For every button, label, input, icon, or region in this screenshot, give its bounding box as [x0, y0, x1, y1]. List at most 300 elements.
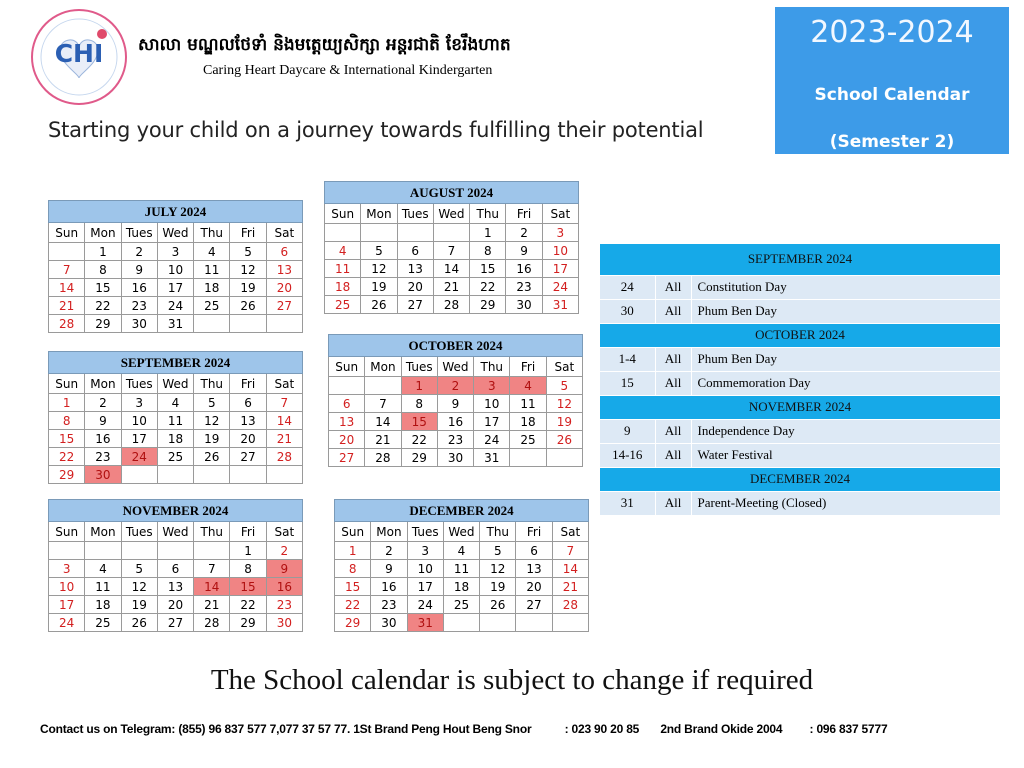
- calendar-day: 3: [542, 224, 578, 242]
- contact-phone-1: : 023 90 20 85: [564, 722, 640, 736]
- calendar-day: [443, 614, 479, 632]
- calendar-day: [546, 449, 582, 467]
- contact-brand-2: 2nd Brand Okide 2004: [660, 722, 783, 736]
- tagline: Starting your child on a journey towards fulfilling their potential: [48, 118, 704, 142]
- holiday-name: Parent-Meeting (Closed): [691, 491, 1000, 515]
- calendar-day: [480, 614, 516, 632]
- calendar-day: 1: [470, 224, 506, 242]
- calendar-day: 13: [157, 578, 193, 596]
- calendar-day: 15: [470, 260, 506, 278]
- calendar-day: 31: [407, 614, 443, 632]
- holiday-audience: All: [655, 299, 691, 323]
- calendar-day: [85, 542, 121, 560]
- holiday-audience: All: [655, 371, 691, 395]
- calendar-day: 13: [329, 413, 365, 431]
- calendar-day: 18: [443, 578, 479, 596]
- calendar-day: 3: [407, 542, 443, 560]
- holiday-name: Independence Day: [691, 419, 1000, 443]
- day-header: Mon: [365, 357, 401, 377]
- calendar-day: 24: [157, 297, 193, 315]
- day-header: Fri: [230, 522, 266, 542]
- calendar-day: 26: [361, 296, 397, 314]
- school-logo: [30, 8, 128, 106]
- calendar-day: [266, 466, 302, 484]
- calendar-day: 22: [335, 596, 371, 614]
- calendar-day: 4: [510, 377, 546, 395]
- calendar-day: 20: [157, 596, 193, 614]
- calendar-day: 6: [230, 394, 266, 412]
- day-header: Tues: [121, 374, 157, 394]
- calendar-day: [157, 542, 193, 560]
- calendar-day: 7: [266, 394, 302, 412]
- calendar-day: 26: [480, 596, 516, 614]
- calendar-day: 7: [433, 242, 469, 260]
- holiday-date: 24: [600, 275, 655, 299]
- calendar-month-title: JULY 2024: [49, 201, 303, 223]
- calendar-day: 25: [157, 448, 193, 466]
- calendar-day: 11: [85, 578, 121, 596]
- calendar-day: 22: [470, 278, 506, 296]
- day-header: Mon: [85, 374, 121, 394]
- calendar-day: 19: [480, 578, 516, 596]
- calendar-day: 10: [474, 395, 510, 413]
- holiday-month-header: OCTOBER 2024: [600, 323, 1000, 347]
- calendar-day: 7: [194, 560, 230, 578]
- calendar-day: 16: [85, 430, 121, 448]
- calendar-day: 22: [230, 596, 266, 614]
- calendar-day: 11: [157, 412, 193, 430]
- day-header: Fri: [230, 374, 266, 394]
- calendar-day: 23: [506, 278, 542, 296]
- calendar-day: 25: [443, 596, 479, 614]
- calendar-day: 31: [157, 315, 193, 333]
- day-header: Thu: [480, 522, 516, 542]
- day-header: Fri: [510, 357, 546, 377]
- calendar-day: 10: [407, 560, 443, 578]
- calendar-day: 3: [474, 377, 510, 395]
- calendar-december: [334, 499, 589, 632]
- calendar-day: 16: [266, 578, 302, 596]
- calendar-day: 25: [510, 431, 546, 449]
- calendar-day: [194, 315, 230, 333]
- calendar-day: 17: [542, 260, 578, 278]
- day-header: Mon: [85, 522, 121, 542]
- day-header: Sun: [329, 357, 365, 377]
- calendar-day: 26: [546, 431, 582, 449]
- calendar-day: 3: [49, 560, 85, 578]
- calendar-day: 20: [230, 430, 266, 448]
- calendar-day: 7: [365, 395, 401, 413]
- calendar-day: 30: [85, 466, 121, 484]
- calendar-day: 31: [474, 449, 510, 467]
- holiday-name: Commemoration Day: [691, 371, 1000, 395]
- day-header: Sun: [335, 522, 371, 542]
- day-header: Wed: [433, 204, 469, 224]
- calendar-day: 29: [335, 614, 371, 632]
- calendar-day: 30: [371, 614, 407, 632]
- calendar-month-title: AUGUST 2024: [325, 182, 579, 204]
- holiday-row: [600, 491, 1000, 515]
- day-header: Fri: [506, 204, 542, 224]
- holiday-date: 1-4: [600, 347, 655, 371]
- calendar-day: 28: [365, 449, 401, 467]
- brand-english-name: Caring Heart Daycare & International Kindergarten: [203, 63, 493, 78]
- calendar-day: 21: [552, 578, 588, 596]
- holiday-row: [600, 419, 1000, 443]
- holiday-month-header: NOVEMBER 2024: [600, 395, 1000, 419]
- calendar-day: 24: [542, 278, 578, 296]
- calendar-day: 14: [552, 560, 588, 578]
- holiday-row: [600, 371, 1000, 395]
- calendar-day: 23: [121, 297, 157, 315]
- calendar-day: 9: [506, 242, 542, 260]
- day-header: Thu: [194, 374, 230, 394]
- calendar-day: 21: [266, 430, 302, 448]
- calendar-day: 10: [157, 261, 193, 279]
- calendar-day: 15: [85, 279, 121, 297]
- calendar-day: 3: [157, 243, 193, 261]
- calendar-day: 28: [266, 448, 302, 466]
- day-header: Mon: [361, 204, 397, 224]
- day-header: Tues: [121, 223, 157, 243]
- calendar-day: 9: [437, 395, 473, 413]
- day-header: Sat: [266, 522, 302, 542]
- calendar-day: 11: [510, 395, 546, 413]
- calendar-day: 14: [433, 260, 469, 278]
- calendar-day: 29: [470, 296, 506, 314]
- calendar-day: 20: [516, 578, 552, 596]
- calendar-day: 17: [474, 413, 510, 431]
- calendar-day: 9: [371, 560, 407, 578]
- holiday-name: Phum Ben Day: [691, 299, 1000, 323]
- holiday-audience: All: [655, 443, 691, 467]
- calendar-day: [194, 466, 230, 484]
- calendar-day: 17: [49, 596, 85, 614]
- calendar-day: 14: [49, 279, 85, 297]
- calendar-day: 10: [49, 578, 85, 596]
- calendar-day: 12: [361, 260, 397, 278]
- day-header: Wed: [437, 357, 473, 377]
- calendar-day: 6: [516, 542, 552, 560]
- calendar-day: 17: [407, 578, 443, 596]
- calendar-day: 6: [329, 395, 365, 413]
- calendar-day: 27: [397, 296, 433, 314]
- calendar-notice: The School calendar is subject to change if required: [210, 664, 814, 696]
- calendar-day: 13: [516, 560, 552, 578]
- calendar-day: 4: [85, 560, 121, 578]
- calendar-day: [157, 466, 193, 484]
- calendar-day: [510, 449, 546, 467]
- holiday-month-header: DECEMBER 2024: [600, 467, 1000, 491]
- calendar-day: 8: [335, 560, 371, 578]
- calendar-day: 28: [552, 596, 588, 614]
- calendar-day: 7: [49, 261, 85, 279]
- calendar-month-title: SEPTEMBER 2024: [49, 352, 303, 374]
- calendar-month-title: OCTOBER 2024: [329, 335, 583, 357]
- calendar-day: [397, 224, 433, 242]
- holiday-name: Water Festival: [691, 443, 1000, 467]
- holiday-audience: All: [655, 419, 691, 443]
- calendar-day: 11: [443, 560, 479, 578]
- calendar-august: [324, 181, 579, 314]
- calendar-day: 29: [230, 614, 266, 632]
- calendar-day: 19: [546, 413, 582, 431]
- calendar-day: 2: [371, 542, 407, 560]
- calendar-november: [48, 499, 303, 632]
- calendar-day: 8: [85, 261, 121, 279]
- calendar-day: 18: [157, 430, 193, 448]
- calendar-day: 30: [437, 449, 473, 467]
- calendar-day: 9: [121, 261, 157, 279]
- day-header: Thu: [474, 357, 510, 377]
- calendar-day: 24: [49, 614, 85, 632]
- day-header: Thu: [470, 204, 506, 224]
- logo-text: CHI: [54, 39, 104, 68]
- holiday-date: 30: [600, 299, 655, 323]
- calendar-day: 13: [266, 261, 302, 279]
- calendar-day: 28: [433, 296, 469, 314]
- calendar-day: 20: [329, 431, 365, 449]
- calendar-day: 23: [85, 448, 121, 466]
- holiday-date: 31: [600, 491, 655, 515]
- calendar-day: [365, 377, 401, 395]
- school-calendar-title: School Calendar: [814, 85, 970, 105]
- calendar-day: 19: [361, 278, 397, 296]
- calendar-day: 8: [470, 242, 506, 260]
- contact-phone-2: : 096 837 5777: [809, 722, 888, 736]
- calendar-day: 29: [401, 449, 437, 467]
- calendar-day: [121, 466, 157, 484]
- calendar-day: 4: [325, 242, 361, 260]
- day-header: Sun: [49, 374, 85, 394]
- brand-khmer-name: សាលា មណ្ឌលថែទាំ និងមត្តេយ្យសិក្សា អន្តរជាតិ ខែរឹងហាត: [138, 35, 511, 55]
- calendar-day: 5: [546, 377, 582, 395]
- holiday-date: 14-16: [600, 443, 655, 467]
- day-header: Sun: [49, 223, 85, 243]
- calendar-day: 29: [85, 315, 121, 333]
- calendar-day: 8: [230, 560, 266, 578]
- calendar-day: 6: [266, 243, 302, 261]
- calendar-day: 16: [437, 413, 473, 431]
- calendar-day: 25: [325, 296, 361, 314]
- calendar-day: 1: [401, 377, 437, 395]
- calendar-day: 24: [121, 448, 157, 466]
- calendar-day: [516, 614, 552, 632]
- day-header: Wed: [157, 223, 193, 243]
- calendar-day: 23: [371, 596, 407, 614]
- calendar-day: 16: [371, 578, 407, 596]
- calendar-day: 15: [49, 430, 85, 448]
- holiday-month-header: SEPTEMBER 2024: [600, 244, 1000, 275]
- calendar-september: [48, 351, 303, 484]
- calendar-day: [194, 542, 230, 560]
- calendar-day: 27: [230, 448, 266, 466]
- day-header: Tues: [401, 357, 437, 377]
- calendar-day: 9: [85, 412, 121, 430]
- calendar-day: 6: [397, 242, 433, 260]
- day-header: Sat: [552, 522, 588, 542]
- calendar-day: 16: [506, 260, 542, 278]
- calendar-day: 4: [443, 542, 479, 560]
- calendar-day: 19: [121, 596, 157, 614]
- calendar-day: 27: [516, 596, 552, 614]
- calendar-day: 25: [85, 614, 121, 632]
- calendar-day: [361, 224, 397, 242]
- calendar-day: 11: [194, 261, 230, 279]
- calendar-day: 21: [194, 596, 230, 614]
- calendar-day: 30: [506, 296, 542, 314]
- day-header: Tues: [407, 522, 443, 542]
- calendar-day: 10: [542, 242, 578, 260]
- day-header: Fri: [516, 522, 552, 542]
- calendar-day: 1: [230, 542, 266, 560]
- holiday-row: [600, 275, 1000, 299]
- calendar-day: [49, 542, 85, 560]
- calendar-day: 28: [194, 614, 230, 632]
- calendar-day: 3: [121, 394, 157, 412]
- calendar-month-title: DECEMBER 2024: [335, 500, 589, 522]
- calendar-day: 15: [401, 413, 437, 431]
- calendar-month-title: NOVEMBER 2024: [49, 500, 303, 522]
- calendar-day: [329, 377, 365, 395]
- day-header: Tues: [121, 522, 157, 542]
- calendar-day: 22: [85, 297, 121, 315]
- calendar-day: 18: [325, 278, 361, 296]
- contact-footer: [40, 722, 887, 736]
- calendar-day: 2: [266, 542, 302, 560]
- day-header: Thu: [194, 522, 230, 542]
- calendar-day: 17: [157, 279, 193, 297]
- day-header: Tues: [397, 204, 433, 224]
- semester-label: (Semester 2): [829, 132, 955, 152]
- calendar-day: 25: [194, 297, 230, 315]
- calendar-day: 14: [266, 412, 302, 430]
- day-header: Thu: [194, 223, 230, 243]
- calendar-day: 12: [121, 578, 157, 596]
- calendar-day: 8: [49, 412, 85, 430]
- contact-telegram: Contact us on Telegram: (855) 96 837 577 7,077 37 57 77. 1St Brand Peng Hout Beng Snor: [40, 722, 532, 736]
- calendar-day: 5: [230, 243, 266, 261]
- calendar-day: 15: [230, 578, 266, 596]
- calendar-day: 31: [542, 296, 578, 314]
- holiday-list: [600, 244, 1000, 516]
- calendar-day: 28: [49, 315, 85, 333]
- day-header: Sun: [325, 204, 361, 224]
- calendar-day: 27: [329, 449, 365, 467]
- calendar-day: 27: [266, 297, 302, 315]
- calendar-day: 26: [230, 297, 266, 315]
- calendar-day: 14: [365, 413, 401, 431]
- calendar-day: 11: [325, 260, 361, 278]
- holiday-audience: All: [655, 347, 691, 371]
- calendar-day: 23: [266, 596, 302, 614]
- calendar-day: 5: [361, 242, 397, 260]
- calendar-day: 2: [85, 394, 121, 412]
- calendar-day: 26: [121, 614, 157, 632]
- calendar-day: [230, 315, 266, 333]
- calendar-day: 20: [266, 279, 302, 297]
- calendar-day: 14: [194, 578, 230, 596]
- holiday-row: [600, 347, 1000, 371]
- calendar-day: 26: [194, 448, 230, 466]
- day-header: Mon: [371, 522, 407, 542]
- calendar-day: [266, 315, 302, 333]
- day-header: Wed: [157, 374, 193, 394]
- calendar-day: [230, 466, 266, 484]
- holiday-date: 9: [600, 419, 655, 443]
- holiday-audience: All: [655, 491, 691, 515]
- day-header: Sat: [266, 223, 302, 243]
- calendar-day: 9: [266, 560, 302, 578]
- calendar-day: 1: [85, 243, 121, 261]
- calendar-day: 12: [480, 560, 516, 578]
- calendar-day: 24: [474, 431, 510, 449]
- calendar-day: 2: [121, 243, 157, 261]
- day-header: Sat: [542, 204, 578, 224]
- calendar-day: 19: [194, 430, 230, 448]
- calendar-day: 20: [397, 278, 433, 296]
- calendar-day: 10: [121, 412, 157, 430]
- calendar-day: [121, 542, 157, 560]
- holiday-name: Constitution Day: [691, 275, 1000, 299]
- calendar-day: 5: [480, 542, 516, 560]
- calendar-day: 5: [194, 394, 230, 412]
- calendar-day: 27: [157, 614, 193, 632]
- holiday-audience: All: [655, 275, 691, 299]
- day-header: Sat: [266, 374, 302, 394]
- school-year-box: [775, 7, 1009, 154]
- calendar-day: 12: [546, 395, 582, 413]
- calendar-day: 4: [194, 243, 230, 261]
- calendar-day: 8: [401, 395, 437, 413]
- calendar-day: 18: [194, 279, 230, 297]
- calendar-day: 30: [121, 315, 157, 333]
- calendar-day: [433, 224, 469, 242]
- calendar-day: 24: [407, 596, 443, 614]
- calendar-day: 22: [49, 448, 85, 466]
- calendar-october: [328, 334, 583, 467]
- day-header: Sun: [49, 522, 85, 542]
- calendar-day: 12: [194, 412, 230, 430]
- day-header: Wed: [443, 522, 479, 542]
- holiday-date: 15: [600, 371, 655, 395]
- calendar-day: 2: [437, 377, 473, 395]
- calendar-day: 1: [335, 542, 371, 560]
- calendar-day: [325, 224, 361, 242]
- calendar-day: 18: [85, 596, 121, 614]
- calendar-day: 30: [266, 614, 302, 632]
- calendar-day: 19: [230, 279, 266, 297]
- calendar-day: 12: [230, 261, 266, 279]
- calendar-day: 7: [552, 542, 588, 560]
- calendar-day: 21: [365, 431, 401, 449]
- calendar-day: 1: [49, 394, 85, 412]
- calendar-day: [49, 243, 85, 261]
- calendar-day: 13: [230, 412, 266, 430]
- day-header: Fri: [230, 223, 266, 243]
- school-year: 2023-2024: [810, 15, 974, 50]
- calendar-day: 6: [157, 560, 193, 578]
- calendar-day: 15: [335, 578, 371, 596]
- calendar-day: 2: [506, 224, 542, 242]
- calendar-day: 4: [157, 394, 193, 412]
- calendar-day: 23: [437, 431, 473, 449]
- day-header: Wed: [157, 522, 193, 542]
- calendar-day: [552, 614, 588, 632]
- calendar-day: 29: [49, 466, 85, 484]
- calendar-day: 21: [433, 278, 469, 296]
- calendar-july: [48, 200, 303, 333]
